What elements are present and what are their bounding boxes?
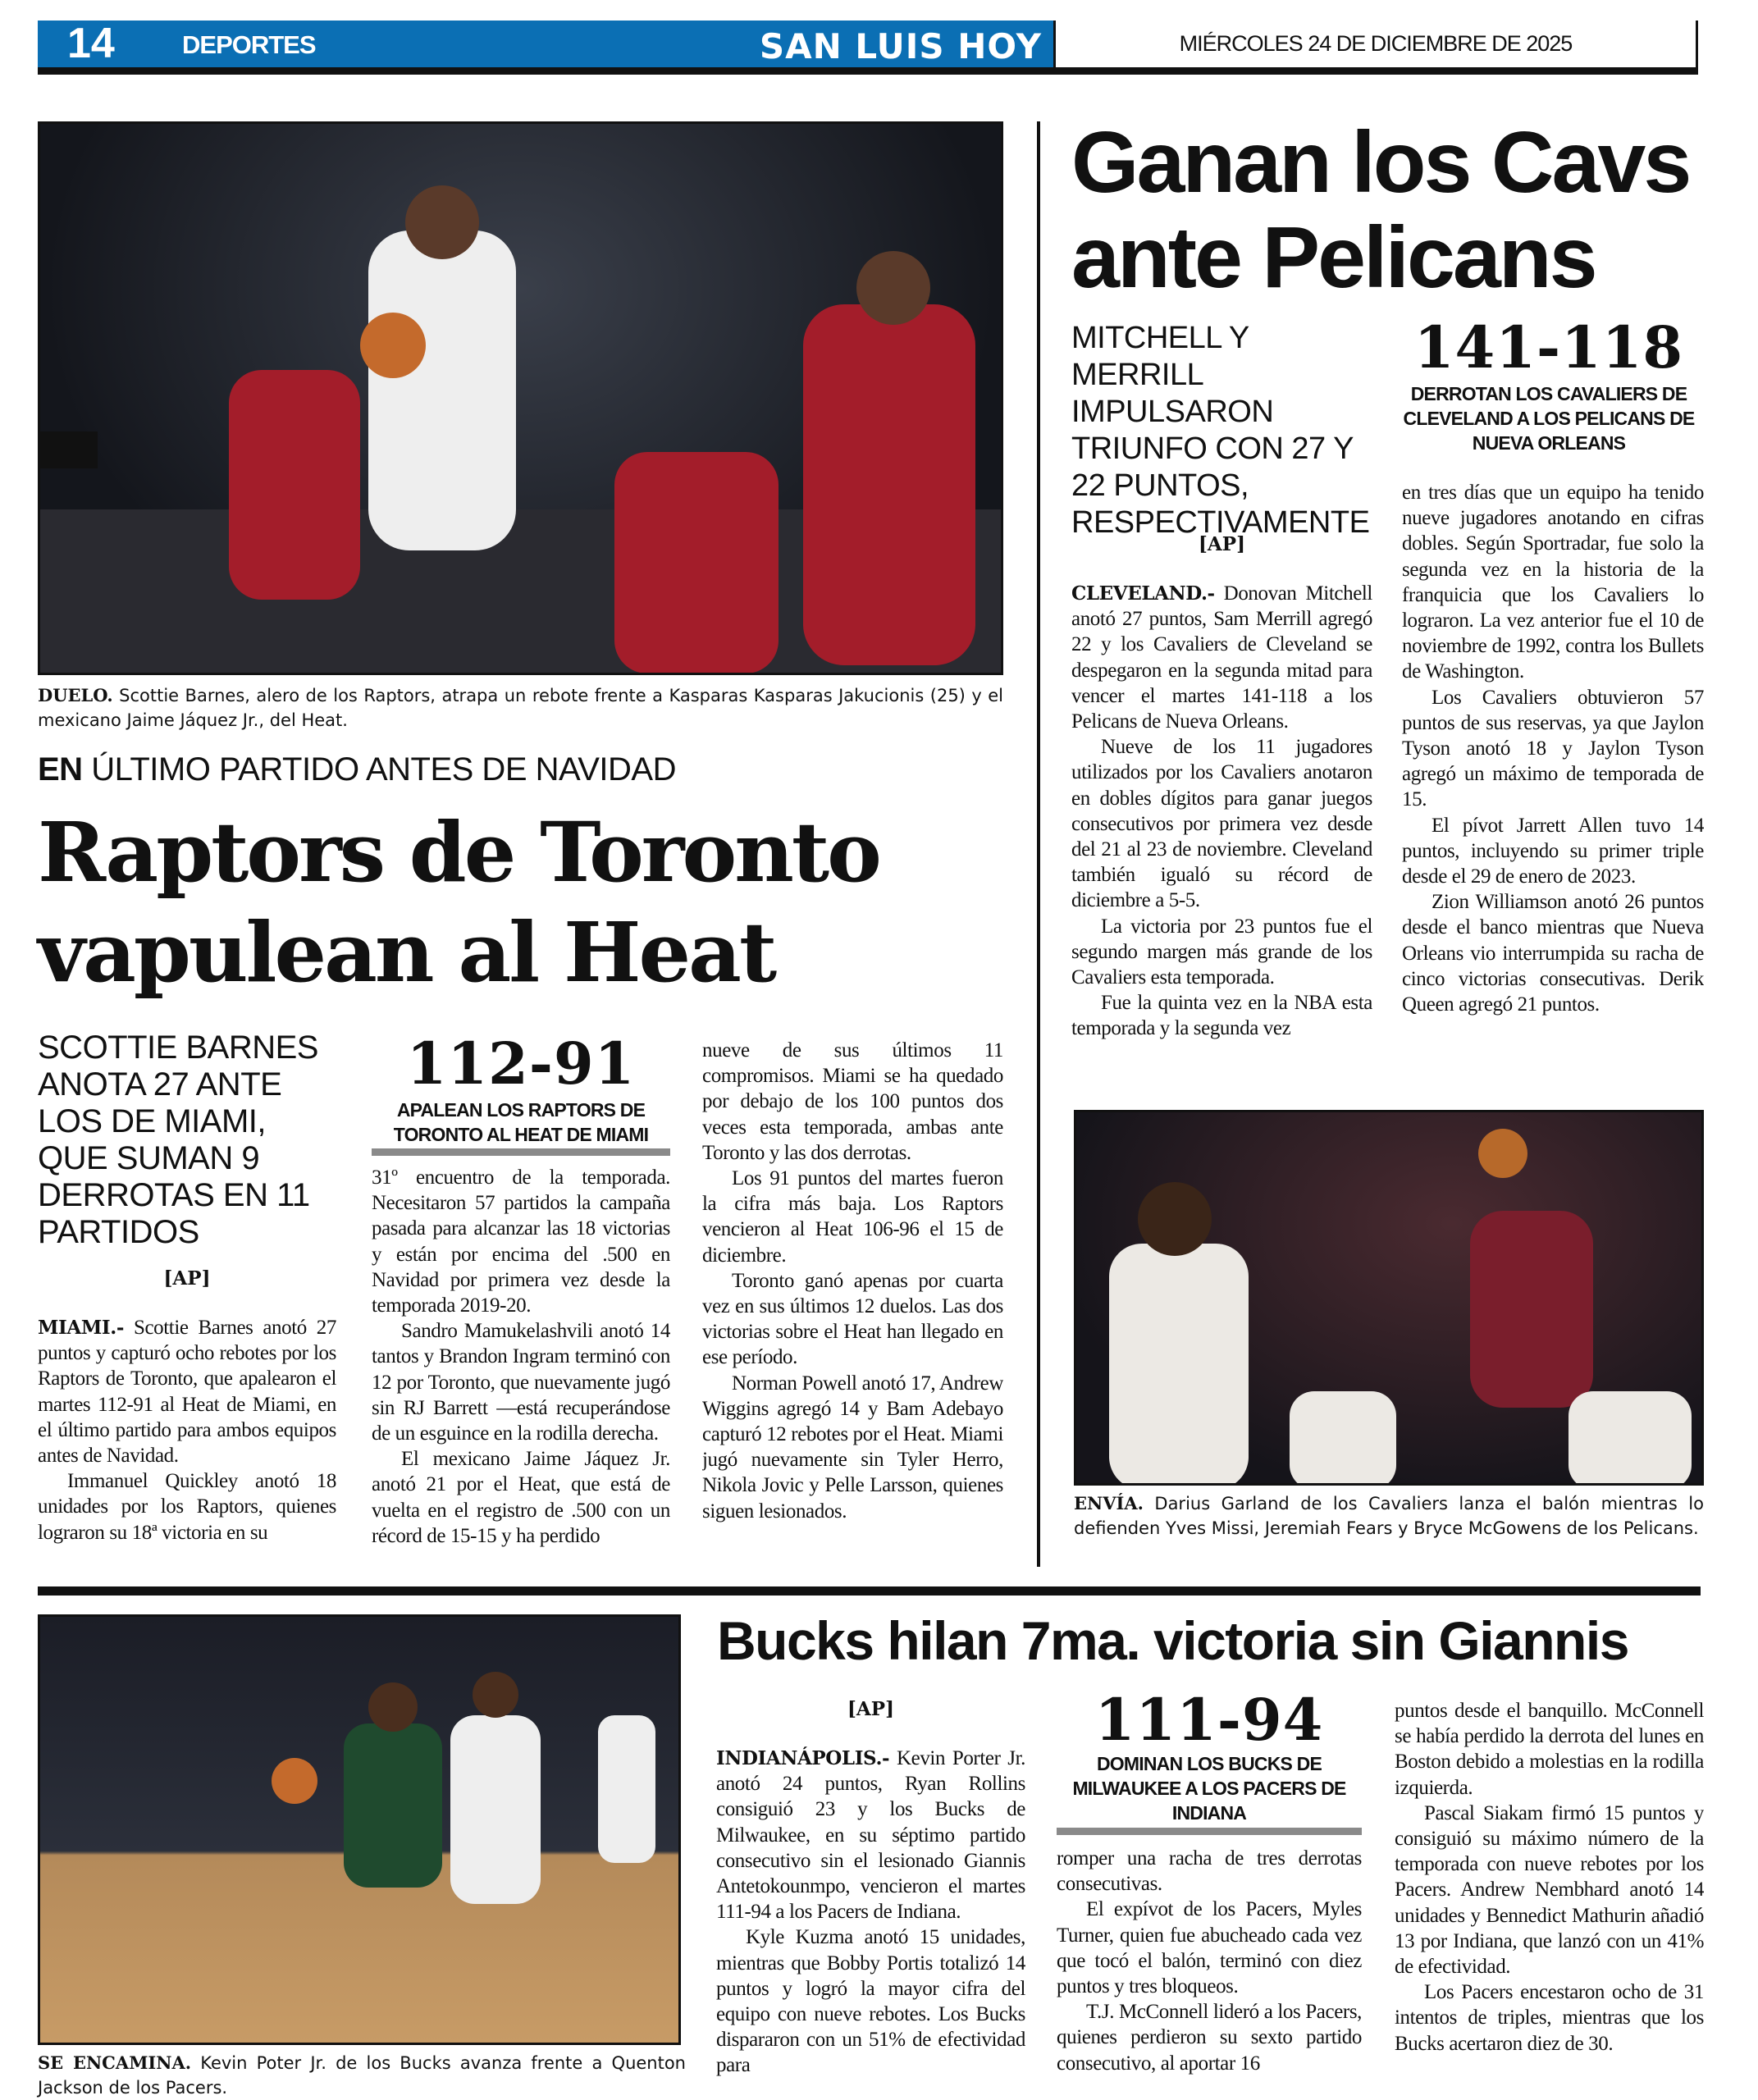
- caption-text: Scottie Barnes, alero de los Raptors, atrapa un rebote frente a Kasparas Kasparas Jakucionis (25) y el mexicano Jaime Jáquez Jr., del Heat.: [38, 686, 1003, 730]
- cavs-headline: Ganan los Cavs ante Pelicans: [1071, 114, 1690, 306]
- caption-lead: DUELO.: [38, 685, 113, 705]
- paragraph-text: El expívot de los Pacers, Myles Turner, quien fue abucheado cada vez que tocó el balón, terminó con diez puntos y tres bloqueos.: [1057, 1898, 1362, 1998]
- paragraph-text: nueve de sus últimos 11 compromisos. Miami se ha quedado por debajo de los 100 puntos dos veces esta temporada, ambas ante Toronto y las dos derrotas.: [702, 1039, 1003, 1164]
- article-paragraph: [1071, 914, 1372, 991]
- paragraph-text: Zion Williamson anotó 26 puntos desde el banco mientras que Nueva Orleans vio interrumpida su racha de cinco victorias consecutivas. Derik Queen agregó 21 puntos.: [1402, 891, 1704, 1016]
- raptors-subhead: SCOTTIE BARNES ANOTA 27 ANTE LOS DE MIAMI, QUE SUMAN 9 DERROTAS EN 11 PARTIDOS: [38, 1029, 318, 1250]
- paragraph-text: T.J. McConnell lideró a los Pacers, quienes perdieron su sexto partido consecutivo, al aportar 16: [1057, 2001, 1362, 2075]
- raptors-kicker: [38, 751, 676, 788]
- article-paragraph: [702, 1038, 1003, 1166]
- article-paragraph: [1057, 1846, 1362, 1897]
- paragraph-text: Nueve de los 11 jugadores utilizados por los Cavaliers anotaron en dobles dígitos para ganar juegos consecutivos por primera vez desde del 21 al 23 de noviembre. Cleveland también igualó su récord de diciembre a 5-5.: [1071, 736, 1372, 912]
- paragraph-text: Scottie Barnes anotó 27 puntos y capturó ocho rebotes por los Raptors de Toronto, que apalearon el martes 112-91 al Heat de Miami, en el último partido para ambos equipos antes de Navidad.: [38, 1317, 336, 1468]
- issue-date: MIÉRCOLES 24 DE DICIEMBRE DE 2025: [1053, 21, 1698, 67]
- cavs-score-subtitle: DERROTAN LOS CAVALIERS DE CLEVELAND A LOS PELICANS DE NUEVA ORLEANS: [1403, 383, 1695, 454]
- article-paragraph: [1071, 734, 1372, 913]
- paragraph-text: Fue la quinta vez en la NBA esta temporada y la segunda vez: [1071, 992, 1372, 1040]
- section-rule: [38, 1586, 1701, 1596]
- paragraph-text: romper una racha de tres derrotas consecutivas.: [1057, 1847, 1362, 1896]
- cavs-column-2: [1402, 480, 1704, 1095]
- photo-illustration: [40, 1617, 681, 2045]
- article-paragraph: [1057, 1897, 1362, 1999]
- article-paragraph: [716, 1924, 1025, 2078]
- article-paragraph: [38, 1315, 336, 1468]
- cavs-pelicans-photo: [1074, 1110, 1704, 1486]
- paragraph-text: La victoria por 23 puntos fue el segundo margen más grande de los Cavaliers esta temporada.: [1071, 915, 1372, 989]
- caption-text: Kevin Poter Jr. de los Bucks avanza frente a Quenton Jackson de los Pacers.: [38, 2053, 686, 2098]
- paragraph-text: Norman Powell anotó 17, Andrew Wiggins agregó 14 y Bam Adebayo capturó 12 rebotes por el Heat. Miami jugó nuevamente sin Tyler Herro, Nikola Jovic y Pelle Larsson, quienes siguen lesionados.: [702, 1372, 1003, 1522]
- dateline: MIAMI.-: [38, 1317, 125, 1339]
- score-rule: [372, 1148, 670, 1156]
- article-paragraph: [702, 1166, 1003, 1268]
- score-rule: [1057, 1828, 1362, 1835]
- page-number: 14: [67, 20, 115, 67]
- article-paragraph: [702, 1268, 1003, 1371]
- raptors-column-1: [38, 1315, 336, 1571]
- bucks-headline: Bucks hilan 7ma. victoria sin Giannis: [717, 1610, 1628, 1671]
- bucks-score-subtitle: DOMINAN LOS BUCKS DE MILWAUKEE A LOS PACERS DE INDIANA: [1072, 1753, 1346, 1824]
- kicker-text: ÚLTIMO PARTIDO ANTES DE NAVIDAD: [82, 751, 676, 788]
- paragraph-text: Los 91 puntos del martes fueron la cifra más baja. Los Raptors vencieron al Heat 106-96 el 15 de diciembre.: [702, 1167, 1003, 1267]
- cavs-agency: [AP]: [1199, 533, 1245, 555]
- article-paragraph: [1057, 1999, 1362, 2076]
- page-header: [38, 21, 1698, 67]
- article-paragraph: [1402, 813, 1704, 890]
- bucks-column-3: [1395, 1698, 1704, 2100]
- article-paragraph: [372, 1318, 670, 1446]
- paragraph-text: Donovan Mitchell anotó 27 puntos, Sam Merrill agregó 22 y los Cavaliers de Cleveland se despegaron en la segunda mitad para vencer el martes 141-118 a los Pelicans de Nueva Orleans.: [1071, 582, 1372, 733]
- bucks-pacers-photo: [38, 1614, 681, 2045]
- raptors-heat-photo: [38, 121, 1003, 675]
- paragraph-text: Pascal Siakam firmó 15 puntos y consiguió su máximo número de la temporada con nueve rebotes por los Pacers. Andrew Nembhard anotó 14 unidades y Bennedict Mathurin añadió 13 por Indiana, que lanzó con un 41% de efectividad.: [1395, 1801, 1704, 1979]
- article-paragraph: [1395, 1979, 1704, 2057]
- article-paragraph: [1071, 581, 1372, 734]
- caption-lead: ENVÍA.: [1074, 1493, 1144, 1513]
- paragraph-text: Immanuel Quickley anotó 18 unidades por los Raptors, quienes lograron su 18ª victoria en su: [38, 1470, 336, 1544]
- article-paragraph: [1395, 1801, 1704, 1979]
- article-paragraph: [1402, 480, 1704, 685]
- cavs-score: 141-118: [1413, 313, 1684, 381]
- newspaper-brand: SAN LUIS HOY: [759, 26, 1042, 66]
- paragraph-text: Toronto ganó apenas por cuarta vez en sus últimos 12 duelos. Las dos victorias sobre el Heat han llegado en ese período.: [702, 1269, 1003, 1369]
- cavs-photo-caption: [1074, 1491, 1704, 1541]
- article-paragraph: [716, 1746, 1025, 1924]
- raptors-score: 112-91: [406, 1029, 636, 1098]
- bucks-score: 111-94: [1094, 1686, 1324, 1754]
- paragraph-text: en tres días que un equipo ha tenido nueve jugadores anotando en cifras dobles. Según Sportradar, fue solo la segunda vez en la historia de la franquicia que los Cavaliers lo lograron. La vez anterior fue el 10 de noviembre de 1992, contra los Bullets de Washington.: [1402, 482, 1704, 683]
- dateline: CLEVELAND.-: [1071, 582, 1215, 605]
- article-paragraph: [1071, 990, 1372, 1041]
- article-paragraph: [1402, 889, 1704, 1017]
- kicker-bold: EN: [38, 751, 83, 788]
- bucks-photo-caption: [38, 2051, 686, 2100]
- bucks-agency: [AP]: [847, 1698, 894, 1720]
- paragraph-text: Los Pacers encestaron ocho de 31 intentos de triples, mientras que los Bucks acertaron diez de 30.: [1395, 1981, 1704, 2055]
- raptors-headline: Raptors de Toronto vapulean al Heat: [38, 804, 879, 1001]
- raptors-column-2: [372, 1165, 670, 1571]
- paragraph-text: El pívot Jarrett Allen tuvo 14 puntos, incluyendo su primer triple desde el 29 de enero de 2023.: [1402, 814, 1704, 888]
- bucks-column-1: [716, 1746, 1025, 2098]
- paragraph-text: Los Cavaliers obtuvieron 57 puntos de sus reservas, ya que Jaylon Tyson anotó 18 y Jaylon Tyson agregó un máximo de temporada de 15.: [1402, 686, 1704, 811]
- caption-text: Darius Garland de los Cavaliers lanza el balón mientras lo defienden Yves Missi, Jeremiah Fears y Bryce McGowens de los Pelicans.: [1074, 1494, 1704, 1538]
- paragraph-text: puntos desde el banquillo. McConnell se había perdido la derrota del lunes en Boston debido a molestias en la rodilla izquierda.: [1395, 1700, 1704, 1799]
- header-rule: [38, 67, 1698, 75]
- raptors-score-subtitle: APALEAN LOS RAPTORS DE TORONTO AL HEAT DE MIAMI: [393, 1099, 649, 1145]
- article-paragraph: [702, 1371, 1003, 1524]
- raptors-photo-caption: [38, 683, 1003, 733]
- paragraph-text: 31º encuentro de la temporada. Necesitaron 57 partidos la campaña pasada para alcanzar las 18 victorias y están por encima del .500 en Navidad por primera vez desde la temporada 2019-20.: [372, 1166, 670, 1317]
- caption-lead: SE ENCAMINA.: [38, 2052, 192, 2073]
- section-name: DEPORTES: [182, 30, 316, 59]
- article-paragraph: [372, 1446, 670, 1549]
- bucks-column-2: [1057, 1846, 1362, 2100]
- raptors-agency: [AP]: [163, 1267, 211, 1290]
- article-paragraph: [38, 1468, 336, 1545]
- photo-illustration: [40, 124, 1003, 675]
- photo-illustration: [1076, 1112, 1704, 1486]
- cavs-column-1: [1071, 581, 1372, 1093]
- cavs-subhead: MITCHELL Y MERRILL IMPULSARON TRIUNFO CON 27 Y 22 PUNTOS, RESPECTIVAMENTE: [1071, 321, 1370, 540]
- raptors-column-3: [702, 1038, 1003, 1571]
- paragraph-text: Kyle Kuzma anotó 15 unidades, mientras que Bobby Portis totalizó 14 puntos y logró la mayor cifra del equipo con nueve rebotes. Los Bucks dispararon con un 51% de efectividad para: [716, 1926, 1025, 2077]
- article-paragraph: [1395, 1698, 1704, 1801]
- article-paragraph: [372, 1165, 670, 1318]
- column-rule: [1037, 121, 1040, 1567]
- paragraph-text: Kevin Porter Jr. anotó 24 puntos, Ryan Rollins consiguió 23 y los Bucks de Milwaukee, en su séptimo partido consecutivo sin el lesionado Giannis Antetokounmpo, vencieron el martes 111-94 a los Pacers de Indiana.: [716, 1747, 1025, 1924]
- paragraph-text: El mexicano Jaime Jáquez Jr. anotó 21 por el Heat, que está de vuelta en el registro de .500 con un récord de 15-15 y ha perdido: [372, 1448, 670, 1547]
- paragraph-text: Sandro Mamukelashvili anotó 14 tantos y Brandon Ingram terminó con 12 por Toronto, que nuevamente jugó sin RJ Barrett —está recuperándose de un esguince en la rodilla derecha.: [372, 1320, 670, 1445]
- article-paragraph: [1402, 685, 1704, 813]
- dateline: INDIANÁPOLIS.-: [716, 1747, 890, 1769]
